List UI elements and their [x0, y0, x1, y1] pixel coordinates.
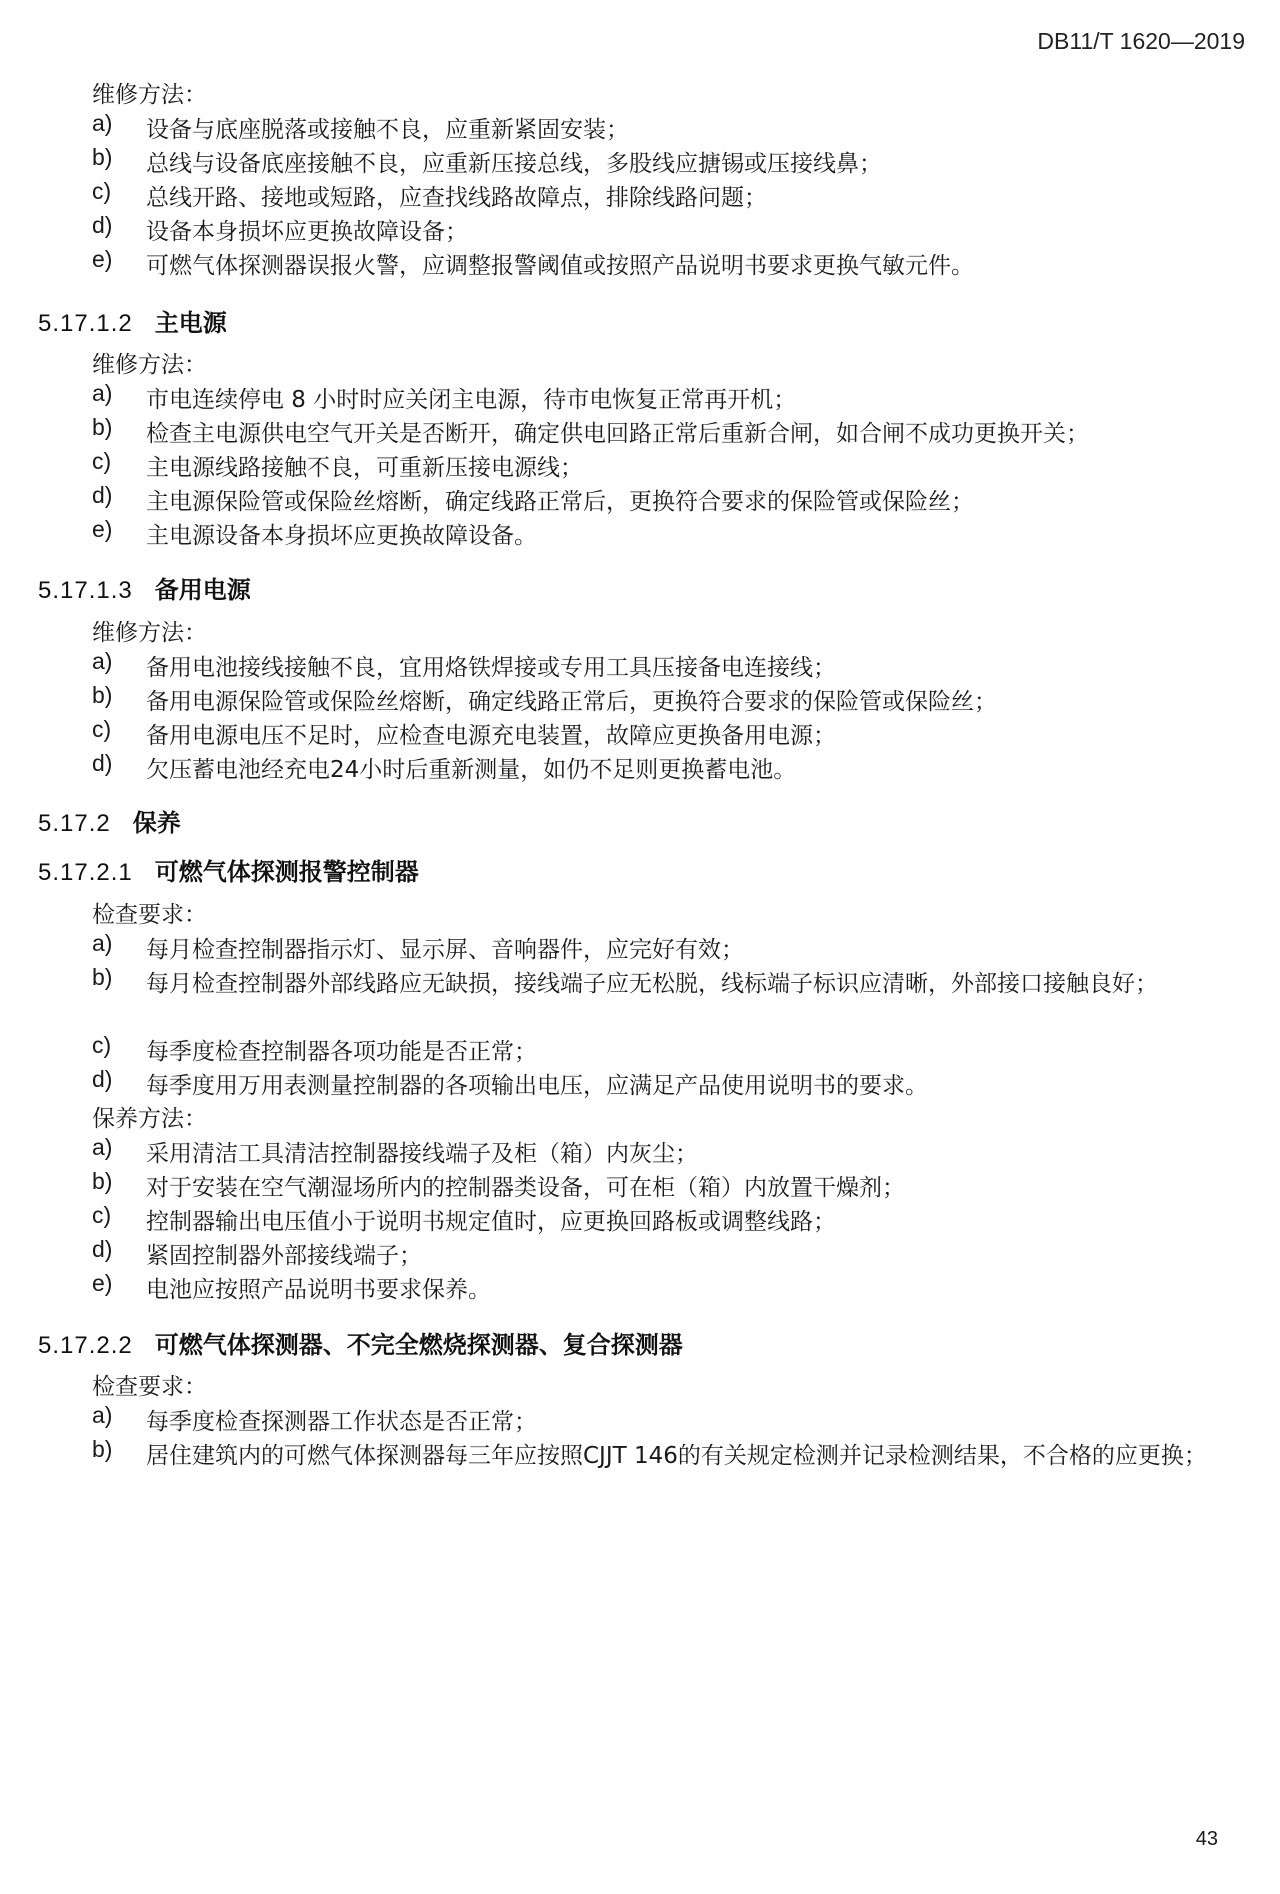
section-heading-5-17-2-1	[38, 852, 419, 887]
list-item-text: 控制器输出电压值小于说明书规定值时，应更换回路板或调整线路；	[146, 1209, 836, 1235]
list-item-text: 总线与设备底座接触不良，应重新压接总线，多股线应搪锡或压接线鼻；	[146, 151, 882, 177]
list-marker: a)	[92, 930, 113, 956]
section-title: 可燃气体探测报警控制器	[154, 858, 419, 886]
standard-code: DB11/T 1620—2019	[1037, 28, 1245, 54]
list-marker: a)	[92, 380, 113, 406]
list-marker: e)	[92, 516, 113, 542]
section-title: 备用电源	[154, 576, 251, 604]
list-marker: c)	[92, 178, 112, 204]
list-marker: b)	[92, 1168, 113, 1194]
list-item-text: 采用清洁工具清洁控制器接线端子及柜（箱）内灰尘；	[146, 1141, 698, 1167]
section-title: 保养	[132, 809, 181, 837]
list-item-text: 备用电池接线接触不良，宜用烙铁焊接或专用工具压接备电连接线；	[146, 655, 836, 681]
list-item-text: 每季度检查控制器各项功能是否正常；	[146, 1039, 537, 1065]
list-marker: c)	[92, 1202, 112, 1228]
section-number: 5.17.1.3	[38, 577, 133, 604]
list-item-text: 备用电源电压不足时，应检查电源充电装置，故障应更换备用电源；	[146, 723, 836, 749]
list-marker: a)	[92, 1134, 113, 1160]
section-number: 5.17.2.1	[38, 859, 133, 886]
list-marker: d)	[92, 1236, 113, 1262]
list-marker: b)	[92, 414, 113, 440]
list-item-text: 设备与底座脱落或接触不良，应重新紧固安装；	[146, 117, 629, 143]
repair-method-label: 维修方法：	[92, 620, 207, 646]
list-marker: d)	[92, 1066, 113, 1092]
list-marker: e)	[92, 1270, 113, 1296]
section-number: 5.17.2	[38, 810, 111, 837]
list-item-text: 紧固控制器外部接线端子；	[146, 1243, 422, 1269]
maintenance-method-label: 保养方法：	[92, 1106, 207, 1132]
section-title: 主电源	[154, 309, 227, 337]
list-item-text: 每月检查控制器外部线路应无缺损，接线端子应无松脱，线标端子标识应清晰，外部接口接触良好；	[146, 971, 1158, 997]
list-marker: c)	[92, 1032, 112, 1058]
list-item-text: 主电源设备本身损坏应更换故障设备。	[146, 523, 537, 549]
list-item-text: 对于安装在空气潮湿场所内的控制器类设备，可在柜（箱）内放置干燥剂；	[146, 1175, 905, 1201]
list-marker: b)	[92, 1436, 113, 1462]
list-marker: b)	[92, 964, 113, 990]
section-heading-5-17-2-2	[38, 1325, 683, 1360]
section-heading-5-17-1-3	[38, 570, 251, 605]
list-marker: d)	[92, 482, 113, 508]
list-item-text: 可燃气体探测器误报火警，应调整报警阈值或按照产品说明书要求更换气敏元件。	[146, 253, 974, 279]
list-item-text: 欠压蓄电池经充电24小时后重新测量，如仍不足则更换蓄电池。	[146, 757, 797, 783]
list-marker: a)	[92, 648, 113, 674]
list-item-text: 检查主电源供电空气开关是否断开，确定供电回路正常后重新合闸，如合闸不成功更换开关；	[146, 421, 1089, 447]
list-item-text: 电池应按照产品说明书要求保养。	[146, 1277, 491, 1303]
check-requirements-label: 检查要求：	[92, 1374, 207, 1400]
list-item-text: 主电源线路接触不良，可重新压接电源线；	[146, 455, 583, 481]
list-marker: e)	[92, 246, 113, 272]
section-heading-5-17-1-2	[38, 303, 227, 338]
list-item-text: 每月检查控制器指示灯、显示屏、音响器件，应完好有效；	[146, 937, 744, 963]
list-marker: a)	[92, 1402, 113, 1428]
check-requirements-label: 检查要求：	[92, 902, 207, 928]
list-marker: d)	[92, 750, 113, 776]
section-number: 5.17.1.2	[38, 310, 133, 337]
list-marker: d)	[92, 212, 113, 238]
list-item-text: 居住建筑内的可燃气体探测器每三年应按照CJJT 146的有关规定检测并记录检测结果，不合格的应更换；	[146, 1443, 1207, 1469]
list-marker: b)	[92, 144, 113, 170]
list-marker: c)	[92, 716, 112, 742]
page-number: 43	[1195, 1828, 1218, 1850]
section-heading-5-17-2	[38, 803, 181, 838]
section-title: 可燃气体探测器、不完全燃烧探测器、复合探测器	[154, 1331, 683, 1359]
list-item-text: 备用电源保险管或保险丝熔断，确定线路正常后，更换符合要求的保险管或保险丝；	[146, 689, 997, 715]
list-marker: b)	[92, 682, 113, 708]
list-item-text: 主电源保险管或保险丝熔断，确定线路正常后，更换符合要求的保险管或保险丝；	[146, 489, 974, 515]
list-marker: c)	[92, 448, 112, 474]
list-item-text: 每季度检查探测器工作状态是否正常；	[146, 1409, 537, 1435]
list-item-text: 每季度用万用表测量控制器的各项输出电压，应满足产品使用说明书的要求。	[146, 1073, 928, 1099]
list-marker: a)	[92, 110, 113, 136]
repair-method-label: 维修方法：	[92, 352, 207, 378]
list-item-text: 总线开路、接地或短路，应查找线路故障点，排除线路问题；	[146, 185, 767, 211]
list-item-text: 设备本身损坏应更换故障设备；	[146, 219, 468, 245]
repair-method-label: 维修方法：	[92, 82, 207, 108]
section-number: 5.17.2.2	[38, 1332, 133, 1359]
list-item-text: 市电连续停电 8 小时时应关闭主电源，待市电恢复正常再开机；	[146, 387, 797, 413]
